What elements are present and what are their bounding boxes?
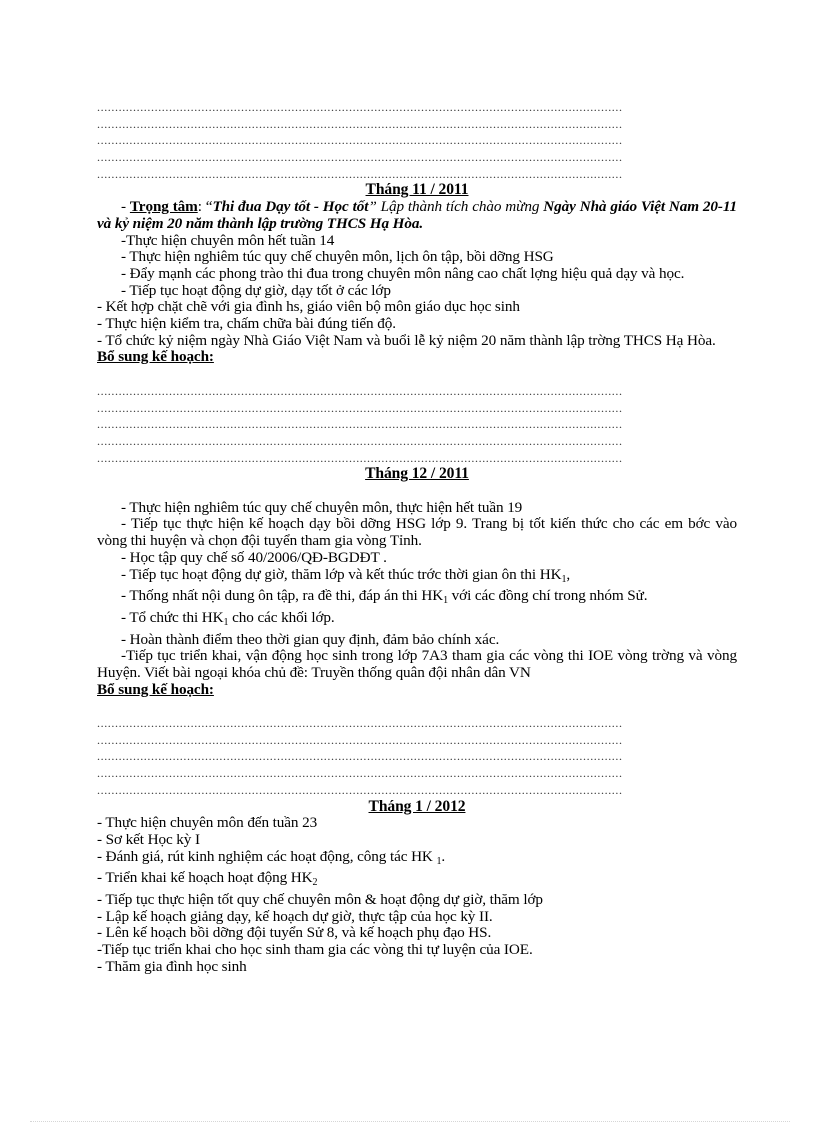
list-item: - Thực hiện kiểm tra, chấm chữa bài đúng tiến độ. — [97, 315, 396, 333]
blank-line: .................................................................................................................................................. — [97, 433, 623, 448]
focus-paragraph: - Trọng tâm: “Thi đua Dạy tốt - Học tốt” Lập thành tích chào mừng Ngày Nhà giáo Việt Nam 20-11 và kỷ niệm 20 năm thành lập trường THCS Hạ Hòa. — [97, 198, 738, 232]
list-item: - Học tập quy chế số 40/2006/QĐ-BGDĐT . — [121, 548, 387, 566]
list-item: - Lên kế hoạch bồi dỡng đội tuyển Sử 8, và kế hoạch phụ đạo HS. — [97, 924, 492, 942]
list-item: - Tiếp tục thực hiện kế hoạch dạy bồi dỡng HSG lớp 9. Trang bị tốt kiến thức cho các em bớc vào vòng thi huyện và chọn đội tuyển tham gia vòng Tỉnh. — [97, 515, 737, 550]
list-item: - Tiếp tục hoạt động dự giờ, thăm lớp và kết thúc trớc thời gian ôn thi $HK_1$, — [121, 565, 571, 585]
focus-motto: Thi đua Dạy tốt - Học tốt — [212, 198, 369, 216]
list-item: - Đẩy mạnh các phong trào thi đua trong chuyên môn nâng cao chất lợng hiệu quả dạy và học. — [121, 264, 685, 282]
list-item: - Thực hiện nghiêm túc quy chế chuyên môn, lịch ôn tập, bồi dỡng HSG — [121, 248, 554, 266]
blank-line: .................................................................................................................................................. — [97, 116, 623, 131]
blank-line: .................................................................................................................................................. — [97, 417, 623, 432]
list-item: - Thực hiện nghiêm túc quy chế chuyên môn, thực hiện hết tuần 19 — [121, 498, 523, 516]
list-item: - Thực hiện chuyên môn đến tuần 23 — [97, 814, 318, 832]
list-item: - Tổ chức thi $HK_1$ cho các khối lớp. — [121, 608, 335, 628]
list-item: - Thăm gia đình học sinh — [97, 957, 247, 975]
list-item: - Hoàn thành điểm theo thời gian quy định, đảm bảo chính xác. — [121, 630, 500, 648]
list-item: - Đánh giá, rút kinh nghiệm các hoạt động, công tác HK $_1$. — [97, 847, 446, 867]
section-heading-jan: Tháng 1 / 2012 — [368, 797, 466, 815]
blank-line: .................................................................................................................................................. — [97, 166, 623, 181]
list-item: -Tiếp tục triển khai, vận động học sinh trong lớp 7A3 tham gia các vòng thi IOE vòng trờng và vòng Huyện. Viết bài ngoại khóa chủ đề: Truyền thống quân đội nhân dân VN — [97, 647, 737, 682]
blank-line: .................................................................................................................................................. — [97, 782, 623, 797]
blank-line: .................................................................................................................................................. — [97, 383, 623, 398]
list-item: - Sơ kết Học kỳ I — [97, 830, 200, 848]
list-item: - Tổ chức kỷ niệm ngày Nhà Giáo Việt Nam và buổi lễ kỷ niệm 20 năm thành lập trờng THCS Hạ Hòa. — [97, 331, 716, 349]
supplement-heading: Bổ sung kế hoạch: — [97, 348, 214, 366]
blank-line: .................................................................................................................................................. — [97, 150, 623, 165]
blank-line: .................................................................................................................................................. — [97, 716, 623, 731]
blank-line: .................................................................................................................................................. — [97, 749, 623, 764]
blank-line: .................................................................................................................................................. — [97, 732, 623, 747]
blank-line: .................................................................................................................................................. — [97, 133, 623, 148]
list-item: -Tiếp tục triển khai cho học sinh tham gia các vòng thi tự luyện của IOE. — [97, 941, 533, 959]
list-item: - Thống nhất nội dung ôn tập, ra đề thi, đáp án thi $HK_1$ với các đồng chí trong nhóm Sử. — [121, 587, 648, 607]
blank-line: .................................................................................................................................................. — [97, 766, 623, 781]
blank-line: .................................................................................................................................................. — [97, 450, 623, 465]
page-bottom-rule — [30, 1121, 790, 1122]
blank-line: .................................................................................................................................................. — [97, 100, 623, 114]
focus-label: Trọng tâm — [129, 198, 198, 216]
section-heading-nov: Tháng 11 / 2011 — [365, 181, 469, 199]
list-item: - Tiếp tục thực hiện tốt quy chế chuyên môn & hoạt động dự giờ, thăm lớp — [97, 891, 543, 909]
list-item: - Tiếp tục hoạt động dự giờ, dạy tốt ở các lớp — [121, 281, 391, 299]
list-item: -Thực hiện chuyên môn hết tuần 14 — [121, 231, 335, 249]
list-item: - Lập kế hoạch giảng dạy, kế hoạch dự giờ, thực tập của học kỳ II. — [97, 907, 493, 925]
blank-line: .................................................................................................................................................. — [97, 400, 623, 415]
list-item: - Kết hợp chặt chẽ với gia đình hs, giáo viên bộ môn giáo dục học sinh — [97, 298, 520, 316]
document-page — [97, 99, 737, 976]
focus-tail: Ngày Nhà giáo Việt Nam 20-11 và kỷ niệm 20 năm thành lập trường THCS Hạ Hòa. — [97, 198, 738, 232]
list-item: - Triển khai kế hoạch hoạt động $HK_2$ — [97, 869, 318, 889]
section-heading-dec: Tháng 12 / 2011 — [365, 465, 469, 483]
supplement-heading: Bổ sung kế hoạch: — [97, 680, 214, 698]
